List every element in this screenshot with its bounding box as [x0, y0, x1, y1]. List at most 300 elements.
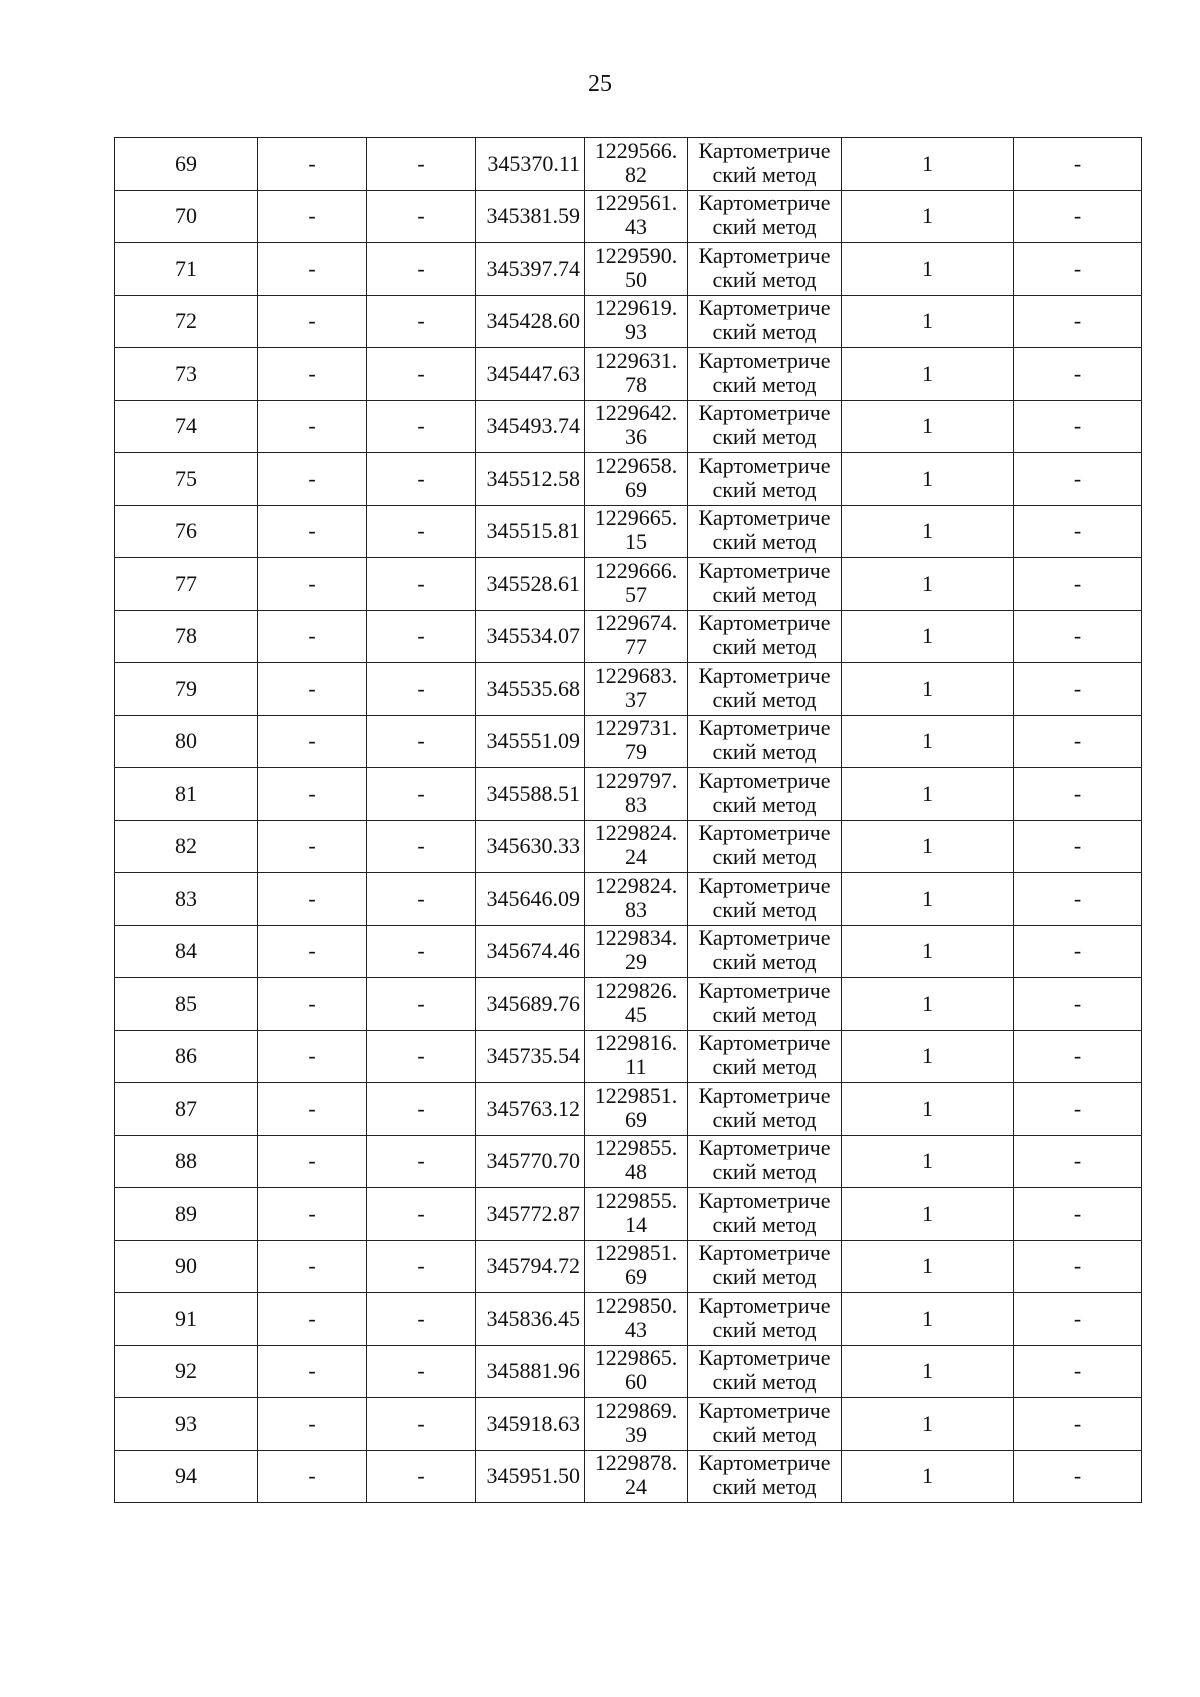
method-line-1: Картометриче [698, 557, 831, 583]
y-coordinate-cell [585, 453, 688, 506]
y-coordinate-line-1: 1229851. [594, 1240, 678, 1266]
accuracy-cell: 1 [842, 1293, 1014, 1346]
y-coordinate-line-1: 1229658. [594, 452, 678, 478]
point-number-cell: 72 [115, 295, 258, 348]
y-coordinate-line-1: 1229865. [594, 1345, 678, 1371]
y-coordinate-line-2: 77 [625, 634, 647, 660]
x-coordinate-cell: 345493.74 [476, 400, 585, 453]
y-coordinate-line-2: 43 [625, 1316, 647, 1342]
method-line-1: Картометриче [698, 505, 831, 531]
y-coordinate-line-2: 69 [625, 476, 647, 502]
accuracy-cell: 1 [842, 1345, 1014, 1398]
method-line-2: ский метод [712, 476, 817, 502]
column-3-cell: - [367, 1293, 476, 1346]
method-line-2: ский метод [712, 266, 817, 292]
method-cell [688, 978, 842, 1031]
y-coordinate-line-2: 57 [625, 581, 647, 607]
last-column-cell: - [1014, 505, 1142, 558]
point-number-cell: 77 [115, 558, 258, 611]
method-line-1: Картометриче [698, 1397, 831, 1423]
y-coordinate-cell [585, 295, 688, 348]
method-cell [688, 243, 842, 296]
y-coordinate-line-1: 1229566. [594, 137, 678, 163]
method-cell [688, 1240, 842, 1293]
y-coordinate-cell [585, 558, 688, 611]
column-2-cell: - [258, 1345, 367, 1398]
last-column-cell: - [1014, 1293, 1142, 1346]
point-number-cell: 85 [115, 978, 258, 1031]
table-row [115, 610, 1142, 663]
y-coordinate-line-1: 1229834. [594, 925, 678, 951]
y-coordinate-cell [585, 1345, 688, 1398]
point-number-cell: 87 [115, 1083, 258, 1136]
column-3-cell: - [367, 243, 476, 296]
point-number-cell: 84 [115, 925, 258, 978]
x-coordinate-cell: 345515.81 [476, 505, 585, 558]
method-cell [688, 1398, 842, 1451]
x-coordinate-cell: 345772.87 [476, 1188, 585, 1241]
y-coordinate-line-2: 82 [625, 161, 647, 187]
x-coordinate-cell: 345512.58 [476, 453, 585, 506]
table-row [115, 1293, 1142, 1346]
y-coordinate-line-2: 69 [625, 1106, 647, 1132]
accuracy-cell: 1 [842, 978, 1014, 1031]
y-coordinate-cell [585, 1030, 688, 1083]
column-3-cell: - [367, 558, 476, 611]
method-line-2: ский метод [712, 214, 817, 240]
column-2-cell: - [258, 348, 367, 401]
last-column-cell: - [1014, 243, 1142, 296]
column-2-cell: - [258, 505, 367, 558]
y-coordinate-line-1: 1229631. [594, 347, 678, 373]
point-number-cell: 93 [115, 1398, 258, 1451]
method-line-1: Картометриче [698, 400, 831, 426]
point-number-cell: 75 [115, 453, 258, 506]
y-coordinate-cell [585, 820, 688, 873]
x-coordinate-cell: 345528.61 [476, 558, 585, 611]
method-cell [688, 1450, 842, 1503]
method-cell [688, 663, 842, 716]
y-coordinate-line-1: 1229590. [594, 242, 678, 268]
method-line-1: Картометриче [698, 190, 831, 216]
column-3-cell: - [367, 505, 476, 558]
table-row [115, 1240, 1142, 1293]
column-3-cell: - [367, 400, 476, 453]
column-2-cell: - [258, 295, 367, 348]
last-column-cell: - [1014, 1450, 1142, 1503]
method-line-1: Картометриче [698, 767, 831, 793]
method-cell [688, 925, 842, 978]
method-line-1: Картометриче [698, 242, 831, 268]
column-3-cell: - [367, 1398, 476, 1451]
y-coordinate-line-1: 1229878. [594, 1450, 678, 1476]
column-3-cell: - [367, 1450, 476, 1503]
x-coordinate-cell: 345689.76 [476, 978, 585, 1031]
y-coordinate-line-1: 1229826. [594, 977, 678, 1003]
method-line-2: ский метод [712, 896, 817, 922]
point-number-cell: 79 [115, 663, 258, 716]
method-cell [688, 873, 842, 926]
last-column-cell: - [1014, 978, 1142, 1031]
method-line-2: ский метод [712, 529, 817, 555]
y-coordinate-cell [585, 505, 688, 558]
method-cell [688, 453, 842, 506]
method-line-1: Картометриче [698, 1135, 831, 1161]
table-row [115, 715, 1142, 768]
column-3-cell: - [367, 768, 476, 821]
accuracy-cell: 1 [842, 243, 1014, 296]
table-row [115, 1188, 1142, 1241]
y-coordinate-line-2: 78 [625, 371, 647, 397]
column-3-cell: - [367, 138, 476, 191]
accuracy-cell: 1 [842, 715, 1014, 768]
point-number-cell: 92 [115, 1345, 258, 1398]
accuracy-cell: 1 [842, 1398, 1014, 1451]
column-3-cell: - [367, 1188, 476, 1241]
y-coordinate-cell [585, 1240, 688, 1293]
last-column-cell: - [1014, 558, 1142, 611]
column-2-cell: - [258, 1398, 367, 1451]
y-coordinate-line-2: 83 [625, 791, 647, 817]
method-line-1: Картометриче [698, 662, 831, 688]
method-line-2: ский метод [712, 1054, 817, 1080]
x-coordinate-cell: 345630.33 [476, 820, 585, 873]
last-column-cell: - [1014, 348, 1142, 401]
y-coordinate-cell [585, 978, 688, 1031]
last-column-cell: - [1014, 663, 1142, 716]
accuracy-cell: 1 [842, 295, 1014, 348]
y-coordinate-cell [585, 610, 688, 663]
column-2-cell: - [258, 663, 367, 716]
accuracy-cell: 1 [842, 505, 1014, 558]
y-coordinate-line-2: 36 [625, 424, 647, 450]
y-coordinate-line-2: 29 [625, 949, 647, 975]
x-coordinate-cell: 345836.45 [476, 1293, 585, 1346]
y-coordinate-cell [585, 400, 688, 453]
method-line-2: ский метод [712, 424, 817, 450]
accuracy-cell: 1 [842, 453, 1014, 506]
last-column-cell: - [1014, 453, 1142, 506]
method-line-1: Картометриче [698, 1187, 831, 1213]
method-cell [688, 1135, 842, 1188]
table-row [115, 925, 1142, 978]
method-line-2: ский метод [712, 1159, 817, 1185]
y-coordinate-line-2: 45 [625, 1001, 647, 1027]
last-column-cell: - [1014, 138, 1142, 191]
column-3-cell: - [367, 1345, 476, 1398]
table-row [115, 663, 1142, 716]
y-coordinate-line-1: 1229665. [594, 505, 678, 531]
point-number-cell: 70 [115, 190, 258, 243]
accuracy-cell: 1 [842, 1135, 1014, 1188]
point-number-cell: 78 [115, 610, 258, 663]
y-coordinate-line-2: 69 [625, 1264, 647, 1290]
y-coordinate-cell [585, 348, 688, 401]
page-number: 25 [588, 71, 612, 97]
column-3-cell: - [367, 820, 476, 873]
method-cell [688, 348, 842, 401]
method-line-1: Картометриче [698, 872, 831, 898]
point-number-cell: 91 [115, 1293, 258, 1346]
table-row [115, 1030, 1142, 1083]
point-number-cell: 81 [115, 768, 258, 821]
coordinates-table [114, 137, 1142, 1503]
y-coordinate-cell [585, 715, 688, 768]
column-2-cell: - [258, 1083, 367, 1136]
y-coordinate-line-1: 1229824. [594, 872, 678, 898]
column-2-cell: - [258, 138, 367, 191]
method-line-2: ский метод [712, 371, 817, 397]
column-3-cell: - [367, 873, 476, 926]
table-row [115, 820, 1142, 873]
last-column-cell: - [1014, 925, 1142, 978]
method-cell [688, 768, 842, 821]
y-coordinate-line-1: 1229642. [594, 400, 678, 426]
column-3-cell: - [367, 663, 476, 716]
point-number-cell: 73 [115, 348, 258, 401]
x-coordinate-cell: 345381.59 [476, 190, 585, 243]
accuracy-cell: 1 [842, 1450, 1014, 1503]
point-number-cell: 89 [115, 1188, 258, 1241]
y-coordinate-line-2: 83 [625, 896, 647, 922]
y-coordinate-line-2: 43 [625, 214, 647, 240]
y-coordinate-line-2: 24 [625, 844, 647, 870]
method-line-1: Картометриче [698, 347, 831, 373]
table-row [115, 453, 1142, 506]
last-column-cell: - [1014, 1135, 1142, 1188]
method-line-2: ский метод [712, 1106, 817, 1132]
accuracy-cell: 1 [842, 663, 1014, 716]
y-coordinate-line-1: 1229683. [594, 662, 678, 688]
y-coordinate-line-2: 11 [625, 1054, 647, 1080]
table-row [115, 1450, 1142, 1503]
method-cell [688, 715, 842, 768]
y-coordinate-cell [585, 873, 688, 926]
y-coordinate-line-1: 1229850. [594, 1292, 678, 1318]
accuracy-cell: 1 [842, 1240, 1014, 1293]
x-coordinate-cell: 345918.63 [476, 1398, 585, 1451]
column-2-cell: - [258, 243, 367, 296]
x-coordinate-cell: 345535.68 [476, 663, 585, 716]
method-line-1: Картометриче [698, 715, 831, 741]
method-cell [688, 1345, 842, 1398]
method-line-2: ский метод [712, 686, 817, 712]
y-coordinate-line-2: 79 [625, 739, 647, 765]
y-coordinate-cell [585, 925, 688, 978]
table-row [115, 1345, 1142, 1398]
y-coordinate-line-1: 1229855. [594, 1187, 678, 1213]
accuracy-cell: 1 [842, 1188, 1014, 1241]
method-line-2: ский метод [712, 1421, 817, 1447]
last-column-cell: - [1014, 820, 1142, 873]
y-coordinate-line-1: 1229619. [594, 295, 678, 321]
y-coordinate-cell [585, 1083, 688, 1136]
column-3-cell: - [367, 453, 476, 506]
method-cell [688, 1188, 842, 1241]
x-coordinate-cell: 345534.07 [476, 610, 585, 663]
y-coordinate-line-2: 15 [625, 529, 647, 555]
method-line-2: ский метод [712, 581, 817, 607]
table-row [115, 978, 1142, 1031]
y-coordinate-cell [585, 1135, 688, 1188]
method-line-2: ский метод [712, 739, 817, 765]
column-2-cell: - [258, 453, 367, 506]
point-number-cell: 80 [115, 715, 258, 768]
method-cell [688, 610, 842, 663]
column-2-cell: - [258, 1188, 367, 1241]
column-2-cell: - [258, 400, 367, 453]
x-coordinate-cell: 345763.12 [476, 1083, 585, 1136]
last-column-cell: - [1014, 715, 1142, 768]
accuracy-cell: 1 [842, 1030, 1014, 1083]
y-coordinate-line-1: 1229855. [594, 1135, 678, 1161]
last-column-cell: - [1014, 873, 1142, 926]
y-coordinate-line-2: 48 [625, 1159, 647, 1185]
accuracy-cell: 1 [842, 820, 1014, 873]
y-coordinate-line-1: 1229674. [594, 610, 678, 636]
method-cell [688, 558, 842, 611]
x-coordinate-cell: 345735.54 [476, 1030, 585, 1083]
x-coordinate-cell: 345588.51 [476, 768, 585, 821]
column-3-cell: - [367, 1083, 476, 1136]
method-cell [688, 505, 842, 558]
point-number-cell: 86 [115, 1030, 258, 1083]
method-line-1: Картометриче [698, 137, 831, 163]
point-number-cell: 88 [115, 1135, 258, 1188]
method-line-2: ский метод [712, 1474, 817, 1500]
column-3-cell: - [367, 1030, 476, 1083]
column-2-cell: - [258, 1030, 367, 1083]
x-coordinate-cell: 345770.70 [476, 1135, 585, 1188]
method-line-1: Картометриче [698, 820, 831, 846]
y-coordinate-line-2: 60 [625, 1369, 647, 1395]
x-coordinate-cell: 345881.96 [476, 1345, 585, 1398]
table-row [115, 400, 1142, 453]
method-line-1: Картометриче [698, 452, 831, 478]
column-3-cell: - [367, 978, 476, 1031]
last-column-cell: - [1014, 400, 1142, 453]
y-coordinate-line-2: 37 [625, 686, 647, 712]
last-column-cell: - [1014, 768, 1142, 821]
y-coordinate-cell [585, 1293, 688, 1346]
y-coordinate-cell [585, 138, 688, 191]
table-row [115, 1398, 1142, 1451]
y-coordinate-line-2: 93 [625, 319, 647, 345]
last-column-cell: - [1014, 610, 1142, 663]
column-2-cell: - [258, 1293, 367, 1346]
table-row [115, 768, 1142, 821]
y-coordinate-line-2: 50 [625, 266, 647, 292]
accuracy-cell: 1 [842, 190, 1014, 243]
accuracy-cell: 1 [842, 610, 1014, 663]
y-coordinate-line-1: 1229816. [594, 1030, 678, 1056]
point-number-cell: 82 [115, 820, 258, 873]
x-coordinate-cell: 345646.09 [476, 873, 585, 926]
column-3-cell: - [367, 1240, 476, 1293]
y-coordinate-line-1: 1229561. [594, 190, 678, 216]
accuracy-cell: 1 [842, 558, 1014, 611]
point-number-cell: 71 [115, 243, 258, 296]
method-line-2: ский метод [712, 1316, 817, 1342]
column-2-cell: - [258, 190, 367, 243]
table-row [115, 295, 1142, 348]
table-row [115, 1083, 1142, 1136]
y-coordinate-line-1: 1229824. [594, 820, 678, 846]
point-number-cell: 94 [115, 1450, 258, 1503]
y-coordinate-line-1: 1229869. [594, 1397, 678, 1423]
column-3-cell: - [367, 348, 476, 401]
method-line-2: ский метод [712, 791, 817, 817]
method-line-1: Картометриче [698, 1450, 831, 1476]
y-coordinate-line-2: 14 [625, 1211, 647, 1237]
method-line-2: ский метод [712, 634, 817, 660]
column-2-cell: - [258, 978, 367, 1031]
method-line-2: ский метод [712, 844, 817, 870]
method-line-2: ский метод [712, 1264, 817, 1290]
accuracy-cell: 1 [842, 1083, 1014, 1136]
accuracy-cell: 1 [842, 138, 1014, 191]
method-line-2: ский метод [712, 949, 817, 975]
method-cell [688, 1083, 842, 1136]
method-line-1: Картометриче [698, 1240, 831, 1266]
accuracy-cell: 1 [842, 925, 1014, 978]
last-column-cell: - [1014, 1398, 1142, 1451]
method-line-1: Картометриче [698, 1082, 831, 1108]
table-row [115, 873, 1142, 926]
y-coordinate-cell [585, 768, 688, 821]
accuracy-cell: 1 [842, 400, 1014, 453]
table-row [115, 190, 1142, 243]
column-2-cell: - [258, 925, 367, 978]
table-row [115, 558, 1142, 611]
last-column-cell: - [1014, 1345, 1142, 1398]
column-3-cell: - [367, 190, 476, 243]
column-2-cell: - [258, 1240, 367, 1293]
column-3-cell: - [367, 610, 476, 663]
column-2-cell: - [258, 558, 367, 611]
method-line-2: ский метод [712, 1369, 817, 1395]
point-number-cell: 83 [115, 873, 258, 926]
point-number-cell: 69 [115, 138, 258, 191]
method-line-1: Картометриче [698, 610, 831, 636]
x-coordinate-cell: 345370.11 [476, 138, 585, 191]
method-line-2: ский метод [712, 319, 817, 345]
method-line-1: Картометриче [698, 977, 831, 1003]
last-column-cell: - [1014, 1083, 1142, 1136]
y-coordinate-cell [585, 1188, 688, 1241]
last-column-cell: - [1014, 1240, 1142, 1293]
table-row [115, 1135, 1142, 1188]
table-row [115, 138, 1142, 191]
last-column-cell: - [1014, 1030, 1142, 1083]
method-line-1: Картометриче [698, 1345, 831, 1371]
y-coordinate-line-1: 1229731. [594, 715, 678, 741]
method-cell [688, 1030, 842, 1083]
last-column-cell: - [1014, 1188, 1142, 1241]
y-coordinate-line-2: 39 [625, 1421, 647, 1447]
column-2-cell: - [258, 820, 367, 873]
method-line-2: ский метод [712, 161, 817, 187]
column-2-cell: - [258, 1450, 367, 1503]
y-coordinate-cell [585, 190, 688, 243]
y-coordinate-cell [585, 243, 688, 296]
method-cell [688, 400, 842, 453]
column-2-cell: - [258, 873, 367, 926]
method-cell [688, 138, 842, 191]
y-coordinate-line-1: 1229797. [594, 767, 678, 793]
table-row [115, 243, 1142, 296]
point-number-cell: 76 [115, 505, 258, 558]
